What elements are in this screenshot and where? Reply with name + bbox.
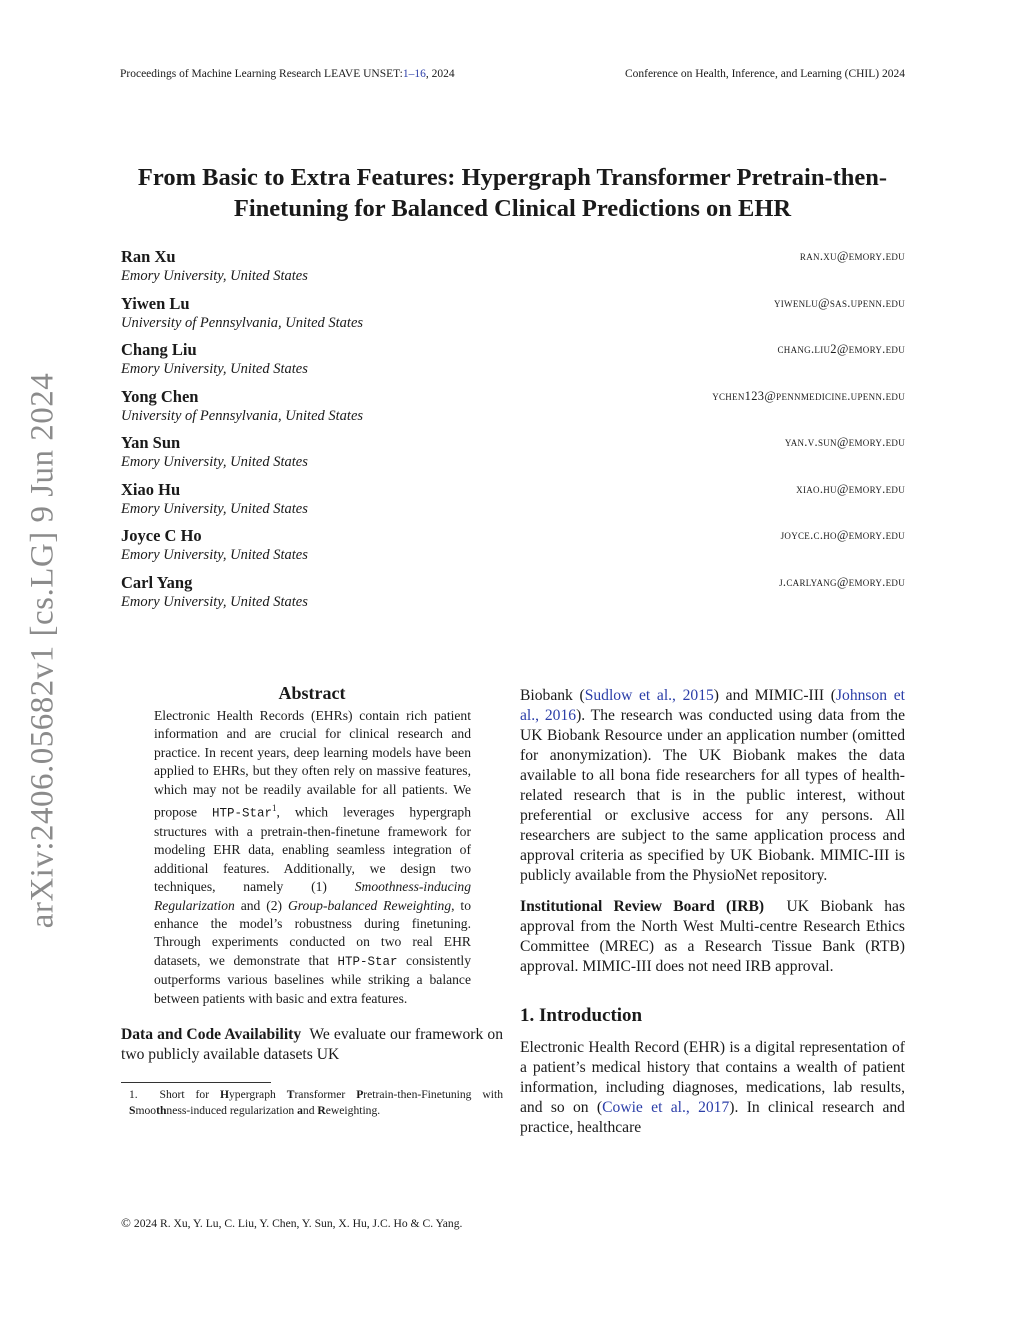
author-entry bbox=[121, 247, 905, 294]
author-entry bbox=[121, 433, 905, 480]
author-name: Yong Chen bbox=[121, 386, 199, 406]
author-name: Joyce C Ho bbox=[121, 526, 202, 545]
page-range-link[interactable]: 1–16 bbox=[402, 68, 426, 80]
introduction-paragraph: Electronic Health Record (EHR) is a digital representation of a patient’s medical history that contains a wealth of patient information, including diagnoses, medications, lab results, and so on (Cowie et al., 2017). In clinical research and practice, healthcare bbox=[520, 1039, 905, 1136]
author-name: Xiao Hu bbox=[121, 479, 181, 499]
method-name: HTP-Star bbox=[337, 954, 398, 969]
author-affiliation: University of Pennsylvania, United States bbox=[121, 314, 364, 331]
right-column bbox=[520, 686, 905, 1138]
author-entry bbox=[121, 387, 905, 434]
conference-info: Conference on Health, Inference, and Learning (CHIL) 2024 bbox=[624, 68, 905, 80]
left-column bbox=[121, 683, 503, 1118]
introduction-heading: 1. Introduction bbox=[520, 1005, 643, 1026]
abstract-heading: Abstract bbox=[278, 683, 346, 703]
author-entry bbox=[121, 294, 905, 341]
author-affiliation: Emory University, United States bbox=[121, 268, 308, 284]
footnote-mark[interactable]: 1 bbox=[272, 803, 277, 814]
author-email[interactable]: xiao.hu@emory.edu bbox=[796, 481, 905, 496]
author-list bbox=[121, 247, 905, 619]
author-affiliation: Emory University, United States bbox=[121, 361, 308, 377]
abstract-text: Electronic Health Records (EHRs) contain rich patient information and are crucial for clinical research and practice. In recent years, deep learning models have been applied to EHRs, but they often rely on massive features, which may not be readily available for all patients. We propose HTP-Star$^1$, which leverages hypergraph structures with a pretrain-then-finetune framework for modeling EHR data, enabling seamless integration of additional features. Additionally, we design two techniques, namely (1) Smoothness-inducing Regularization and (2) Group-balanced Reweighting, to enhance the model’s robustness during finetuning. Through experiments conducted on two real EHR datasets, we demonstrate that HTP-Star consistently outperforms various baselines while striking a balance between patients with basic and extra features. bbox=[154, 708, 471, 1006]
data-availability-paragraph: Data and Code Availability We evaluate our framework on two publicly available datasets UK bbox=[121, 1026, 504, 1064]
footnote-divider bbox=[121, 1082, 271, 1083]
technique-2: Group-balanced Reweighting bbox=[287, 897, 452, 913]
running-header bbox=[120, 68, 905, 80]
author-email[interactable]: joyce.c.ho@emory.edu bbox=[780, 528, 905, 542]
author-email[interactable]: chang.liu2@emory.edu bbox=[777, 342, 905, 356]
author-entry bbox=[121, 573, 905, 620]
irb-heading: Institutional Review Board (IRB) bbox=[520, 898, 765, 915]
copyright-notice: © 2024 R. Xu, Y. Lu, C. Liu, Y. Chen, Y. Sun, X. Hu, J.C. Ho & C. Yang. bbox=[121, 1215, 463, 1230]
author-name: Chang Liu bbox=[121, 340, 197, 359]
footnote: 1. Short for Hypergraph Transformer Pretrain-then-Finetuning with Smoothness-induced regularization and Reweighting. bbox=[129, 1088, 503, 1117]
method-name: HTP-Star bbox=[212, 806, 273, 821]
citation-link[interactable]: Cowie et al., 2017 bbox=[602, 1099, 730, 1116]
author-affiliation: Emory University, United States bbox=[121, 547, 308, 563]
author-email[interactable]: j.carlyang@emory.edu bbox=[779, 574, 905, 589]
author-affiliation: Emory University, United States bbox=[121, 593, 308, 610]
citation-link[interactable]: Sudlow et al., 2015 bbox=[584, 687, 714, 704]
author-affiliation: Emory University, United States bbox=[121, 500, 308, 517]
copyright-icon: © bbox=[121, 1215, 131, 1230]
technique-1: Smoothness-inducing Regularization bbox=[154, 879, 471, 913]
arxiv-watermark: arXiv:2406.05682v1 [cs.LG] 9 Jun 2024 bbox=[24, 372, 61, 928]
author-email[interactable]: ychen123@pennmedicine.upenn.edu bbox=[712, 388, 905, 403]
author-name: Ran Xu bbox=[121, 247, 176, 266]
author-name: Yiwen Lu bbox=[121, 293, 190, 313]
author-email[interactable]: ran.xu@emory.edu bbox=[799, 249, 905, 263]
author-entry bbox=[121, 526, 905, 573]
author-entry bbox=[121, 340, 905, 387]
data-availability-heading: Data and Code Availability bbox=[121, 1026, 302, 1044]
author-affiliation: University of Pennsylvania, United States bbox=[121, 407, 364, 424]
author-name: Yan Sun bbox=[121, 433, 181, 452]
citation-link[interactable]: Johnson et al., 2016 bbox=[520, 687, 905, 724]
irb-paragraph: Institutional Review Board (IRB) UK Biobank has approval from the North West Multi-centre Research Ethics Committee (MREC) as a Research Tissue Bank (RTB) approval. MIMIC-III does not need IRB approval. bbox=[520, 898, 906, 975]
proceedings-info: Proceedings of Machine Learning Research LEAVE UNSET:1–16, 2024 bbox=[120, 68, 455, 80]
author-email[interactable]: yiwenlu@sas.upenn.edu bbox=[773, 295, 905, 310]
author-name: Carl Yang bbox=[121, 572, 193, 592]
author-affiliation: Emory University, United States bbox=[121, 454, 308, 470]
data-availability-continued: Biobank (Sudlow et al., 2015) and MIMIC-III (Johnson et al., 2016). The research was conducted using data from the UK Biobank Resource under an application number (omitted for anonymization). The UK Biobank makes the data available to all bona fide researchers for all types of health-related research that is in the public interest, without preferential or exclusive access for any persons. All researchers are subject to the same application process and approval criteria as specified by UK Biobank. MIMIC-III is publicly available from the PhysioNet repository. bbox=[520, 687, 906, 884]
author-email[interactable]: yan.v.sun@emory.edu bbox=[784, 435, 905, 449]
author-entry bbox=[121, 480, 905, 527]
paper-title: From Basic to Extra Features: Hypergraph Transformer Pretrain-then-Finetuning for Balanced Clinical Predictions on EHR bbox=[137, 164, 888, 222]
